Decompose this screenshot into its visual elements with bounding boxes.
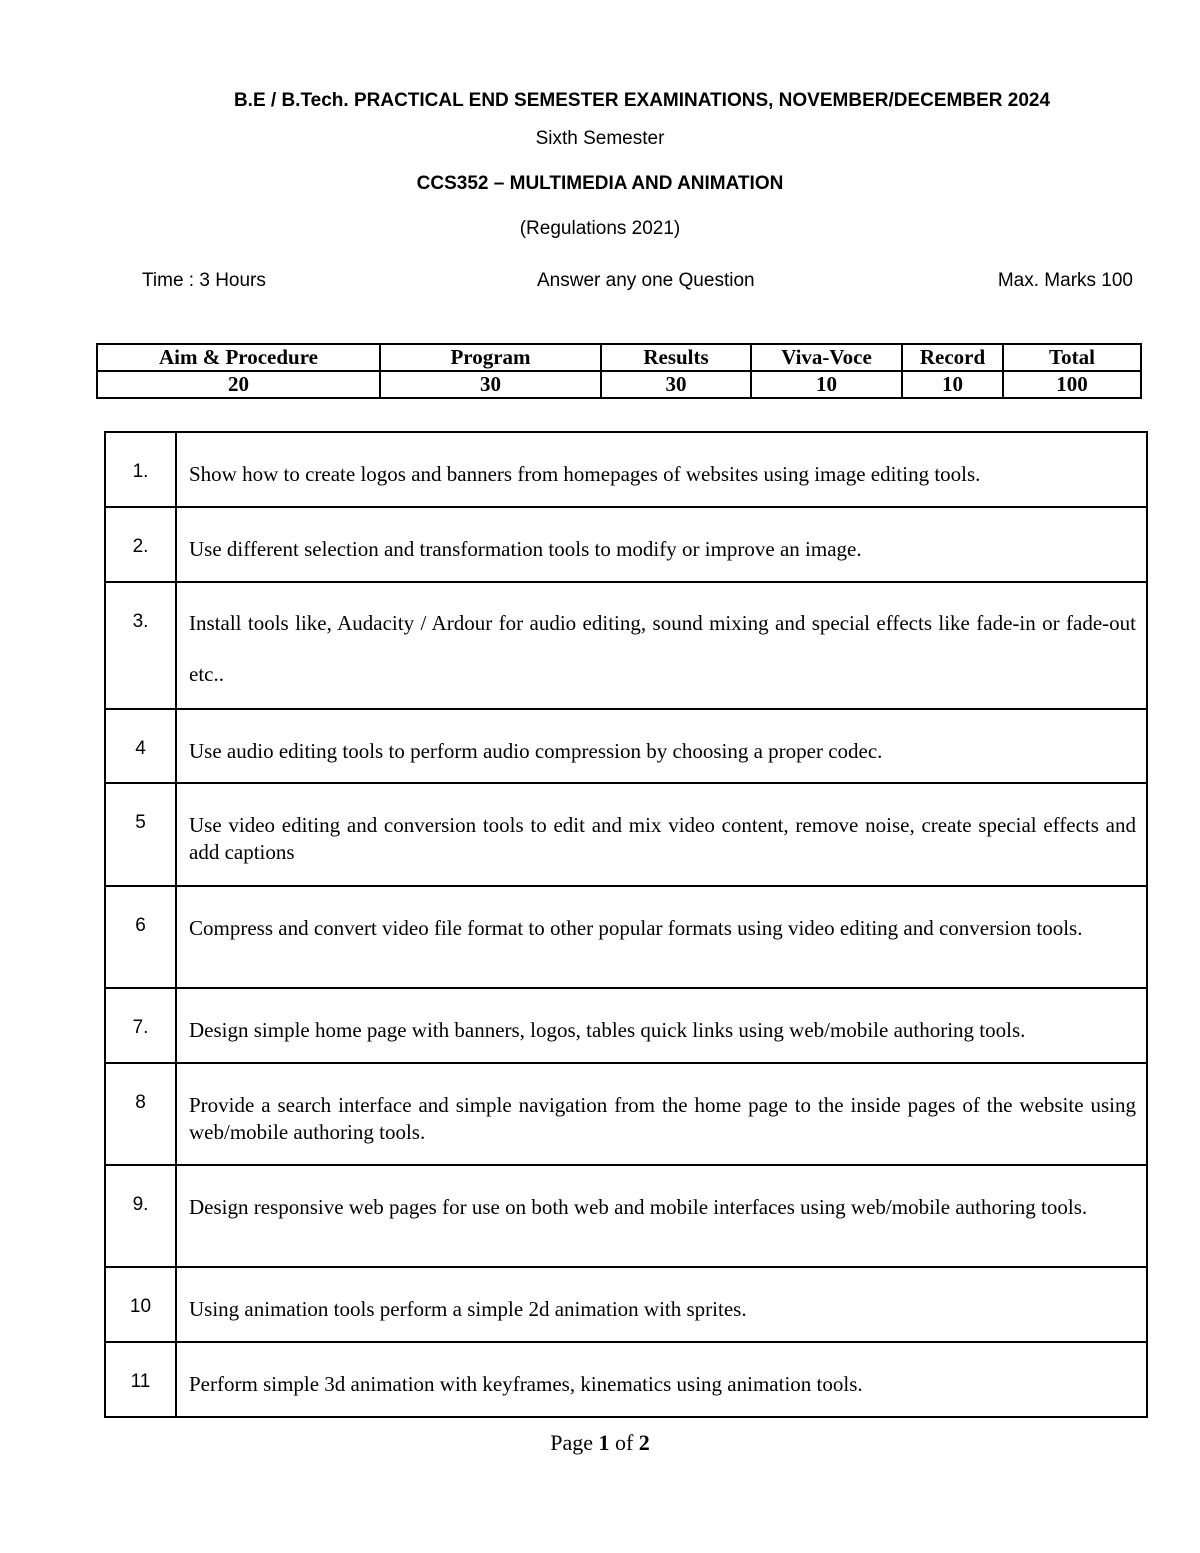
question-row [105,1267,1147,1342]
marks-value-cell: 10 [902,371,1003,398]
exam-title: B.E / B.Tech. PRACTICAL END SEMESTER EXAMINATIONS, NOVEMBER/DECEMBER 2024 [233,90,1051,111]
question-text: Use video editing and conversion tools to edit and mix video content, remove noise, create special effects and add captions [176,783,1147,886]
question-number: 3. [105,582,176,709]
question-number: 4 [105,709,176,783]
max-marks-label: Max. Marks 100 [997,270,1133,291]
question-row [105,988,1147,1063]
marks-header-cell: Record [902,344,1003,371]
question-text: Provide a search interface and simple navigation from the home page to the inside pages of the website using web/mobile authoring tools. [176,1063,1147,1165]
question-text: Show how to create logos and banners from homepages of websites using image editing tools. [176,432,1147,507]
question-row [105,507,1147,582]
time-label: Time : 3 Hours [142,270,266,291]
marks-value-cell: 30 [601,371,751,398]
question-number: 10 [105,1267,176,1342]
marks-header-cell: Aim & Procedure [97,344,380,371]
question-text: Design responsive web pages for use on both web and mobile interfaces using web/mobile authoring tools. [176,1165,1147,1267]
question-number: 1. [105,432,176,507]
question-row [105,886,1147,988]
question-number: 7. [105,988,176,1063]
question-text: Using animation tools perform a simple 2d animation with sprites. [176,1267,1147,1342]
question-row [105,1063,1147,1165]
question-row [105,783,1147,886]
question-text: Use different selection and transformation tools to modify or improve an image. [176,507,1147,582]
question-number: 2. [105,507,176,582]
regulations-label: (Regulations 2021) [519,218,681,239]
marks-header-cell: Total [1003,344,1141,371]
question-text: Install tools like, Audacity / Ardour for audio editing, sound mixing and special effects like fade-in or fade-out etc.. [176,582,1147,709]
question-text: Design simple home page with banners, logos, tables quick links using web/mobile authoring tools. [176,988,1147,1063]
question-text: Compress and convert video file format to other popular formats using video editing and conversion tools. [176,886,1147,988]
page-separator: of [614,1430,634,1455]
question-number: 8 [105,1063,176,1165]
question-number: 6 [105,886,176,988]
marks-distribution-table [96,343,1142,399]
question-text: Perform simple 3d animation with keyframes, kinematics using animation tools. [176,1342,1147,1417]
questions-table [104,431,1148,1418]
question-row [105,1342,1147,1417]
marks-header-cell: Viva-Voce [751,344,902,371]
marks-header-cell: Results [601,344,751,371]
question-number: 9. [105,1165,176,1267]
page-indicator [0,1430,1200,1456]
question-text: Use audio editing tools to perform audio compression by choosing a proper codec. [176,709,1147,783]
question-row [105,432,1147,507]
question-row [105,1165,1147,1267]
marks-value-cell: 10 [751,371,902,398]
marks-value-cell: 100 [1003,371,1141,398]
marks-header-cell: Program [380,344,601,371]
marks-value-row [97,371,1141,398]
marks-value-cell: 30 [380,371,601,398]
page-current: 1 [598,1430,610,1455]
question-row [105,582,1147,709]
course-title: CCS352 – MULTIMEDIA AND ANIMATION [416,173,784,194]
page-total: 2 [638,1430,650,1455]
question-number: 5 [105,783,176,886]
semester-label: Sixth Semester [535,128,665,149]
question-row [105,709,1147,783]
marks-header-row [97,344,1141,371]
marks-value-cell: 20 [97,371,380,398]
page-prefix: Page [550,1430,593,1455]
question-number: 11 [105,1342,176,1417]
instruction-label: Answer any one Question [537,270,755,291]
